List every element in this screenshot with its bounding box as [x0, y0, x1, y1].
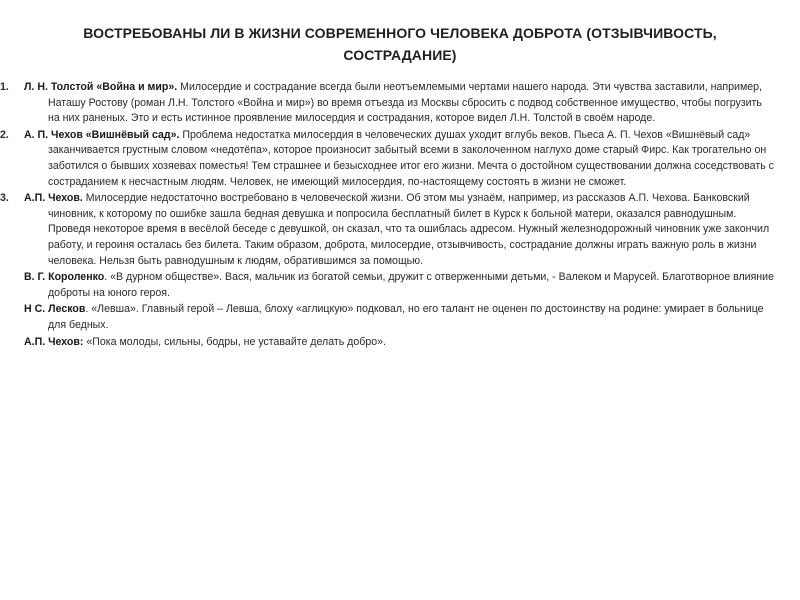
item-lead: А.П. Чехов: [24, 335, 84, 348]
item-lead: А.П. Чехов. [24, 192, 83, 205]
item-text: . «В дурном обществе». Вася, мальчик из богатой семьи, дружит с отверженными детьми, - Валеком и Марусей. Благотворное влияние доброты на юного героя. [48, 271, 774, 299]
slide-title: ВОСТРЕБОВАНЫ ЛИ В ЖИЗНИ СОВРЕМЕННОГО ЧЕЛОВЕКА ДОБРОТА (ОТЗЫВЧИВОСТЬ, СОСТРАДАНИЕ) [83, 25, 717, 63]
item-text: Проблема недостатка милосердия в человеческих душах уходит вглубь веков. Пьеса А. П. Чехов «Вишнёвый сад» заканчивается грустным словом «недотёпа», которое произносит забытый всеми в заколоченном наглухо доме старый Фирс. Как трогательно он заботился о бывших хозяевах поместья! Тем страшнее и безысходнее итог его жизни. Мечта о достойном существовании должна соседствовать с состраданием к несчастным людям. Человек, не имеющий милосердия, по-настоящему состоять в жизни не сможет. [48, 128, 774, 188]
item-text: «Пока молоды, сильны, бодры, не уставайте делать добро». [83, 335, 386, 348]
list-item: 1.Л. Н. Толстой «Война и мир». Милосердие и сострадание всегда были неотъемлемыми чертами нашего народа. Эти чувства заставили, например, Наташу Ростову (роман Л.Н. Толстого «Война и мир») во время отъезда из Москвы сбросить с подвод собственное имущество, чтобы погрузить на них раненых. Это и есть истинное проявление милосердия и сострадания, которое видел Л.Н. Толстой в своём народе. [0, 81, 762, 125]
item-lead: Н С. Лесков [24, 303, 86, 316]
item-text: Милосердие и сострадание всегда были неотъемлемыми чертами нашего народа. Эти чувства заставили, например, Наташу Ростову (роман Л.Н. Толстого «Война и мир») во время отъезда из Москвы сбросить с подвод собственное имущество, чтобы погрузить на них раненых. Это и есть истинное проявление милосердия и сострадания, которое видел Л.Н. Толстой в своём народе. [48, 81, 762, 125]
item-lead: В. Г. Короленко [24, 271, 105, 284]
slide-content [0, 80, 776, 351]
list-item [24, 302, 776, 333]
list-item: 3.А.П. Чехов. Милосердие недостаточно востребовано в человеческой жизни. Об этом мы узнаём, например, из рассказов А.П. Чехова. Банковский чиновник, к которому по ошибке зашла бедная девушка и попросила бесплатный билет в Курск к больной матери, оказался равнодушным. Проведя некоторое время в весёлой беседе с девушкой, он сказал, что та ошиблась адресом. Нужный железнодорожный чиновник уже закончил работу, и героиня осталась без билета. Таким образом, доброта, милосердие, отзывчивость, сострадание должны играть важную роль в жизни человека. Нельзя быть равнодушным к людям, обратившимся за помощью. [0, 192, 770, 267]
item-lead: А. П. Чехов «Вишнёвый сад». [24, 128, 180, 141]
list-item [24, 335, 776, 351]
item-text: Милосердие недостаточно востребовано в человеческой жизни. Об этом мы узнаём, например, из рассказов А.П. Чехова. Банковский чиновник, к которому по ошибке зашла бедная девушка и попросила бесплатный билет в Курск к больной матери, оказался равнодушным. Проведя некоторое время в весёлой беседе с девушкой, он сказал, что та ошиблась адресом. Нужный железнодорожный чиновник уже закончил работу, и героиня осталась без билета. Таким образом, доброта, милосердие, отзывчивость, сострадание должны играть важную роль в жизни человека. Нельзя быть равнодушным к людям, обратившимся за помощью. [48, 192, 770, 267]
item-text: . «Левша». Главный герой – Левша, блоху «аглицкую» подковал, но его талант не оценен по достоинству на родине: умирает в больнице для бедных. [48, 303, 764, 331]
item-lead: Л. Н. Толстой «Война и мир». [24, 81, 178, 93]
list-item [24, 270, 776, 301]
list-item: 2.А. П. Чехов «Вишнёвый сад». Проблема недостатка милосердия в человеческих душах уходит вглубь веков. Пьеса А. П. Чехов «Вишнёвый сад» заканчивается грустным словом «недотёпа», которое произносит забытый всеми в заколоченном наглухо доме старый Фирс. Как трогательно он заботился о бывших хозяевах поместья! Тем страшнее и безысходнее итог его жизни. Мечта о достойном существовании должна соседствовать с состраданием к несчастным людям. Человек, не имеющий милосердия, по-настоящему состоять в жизни не сможет. [0, 128, 774, 188]
